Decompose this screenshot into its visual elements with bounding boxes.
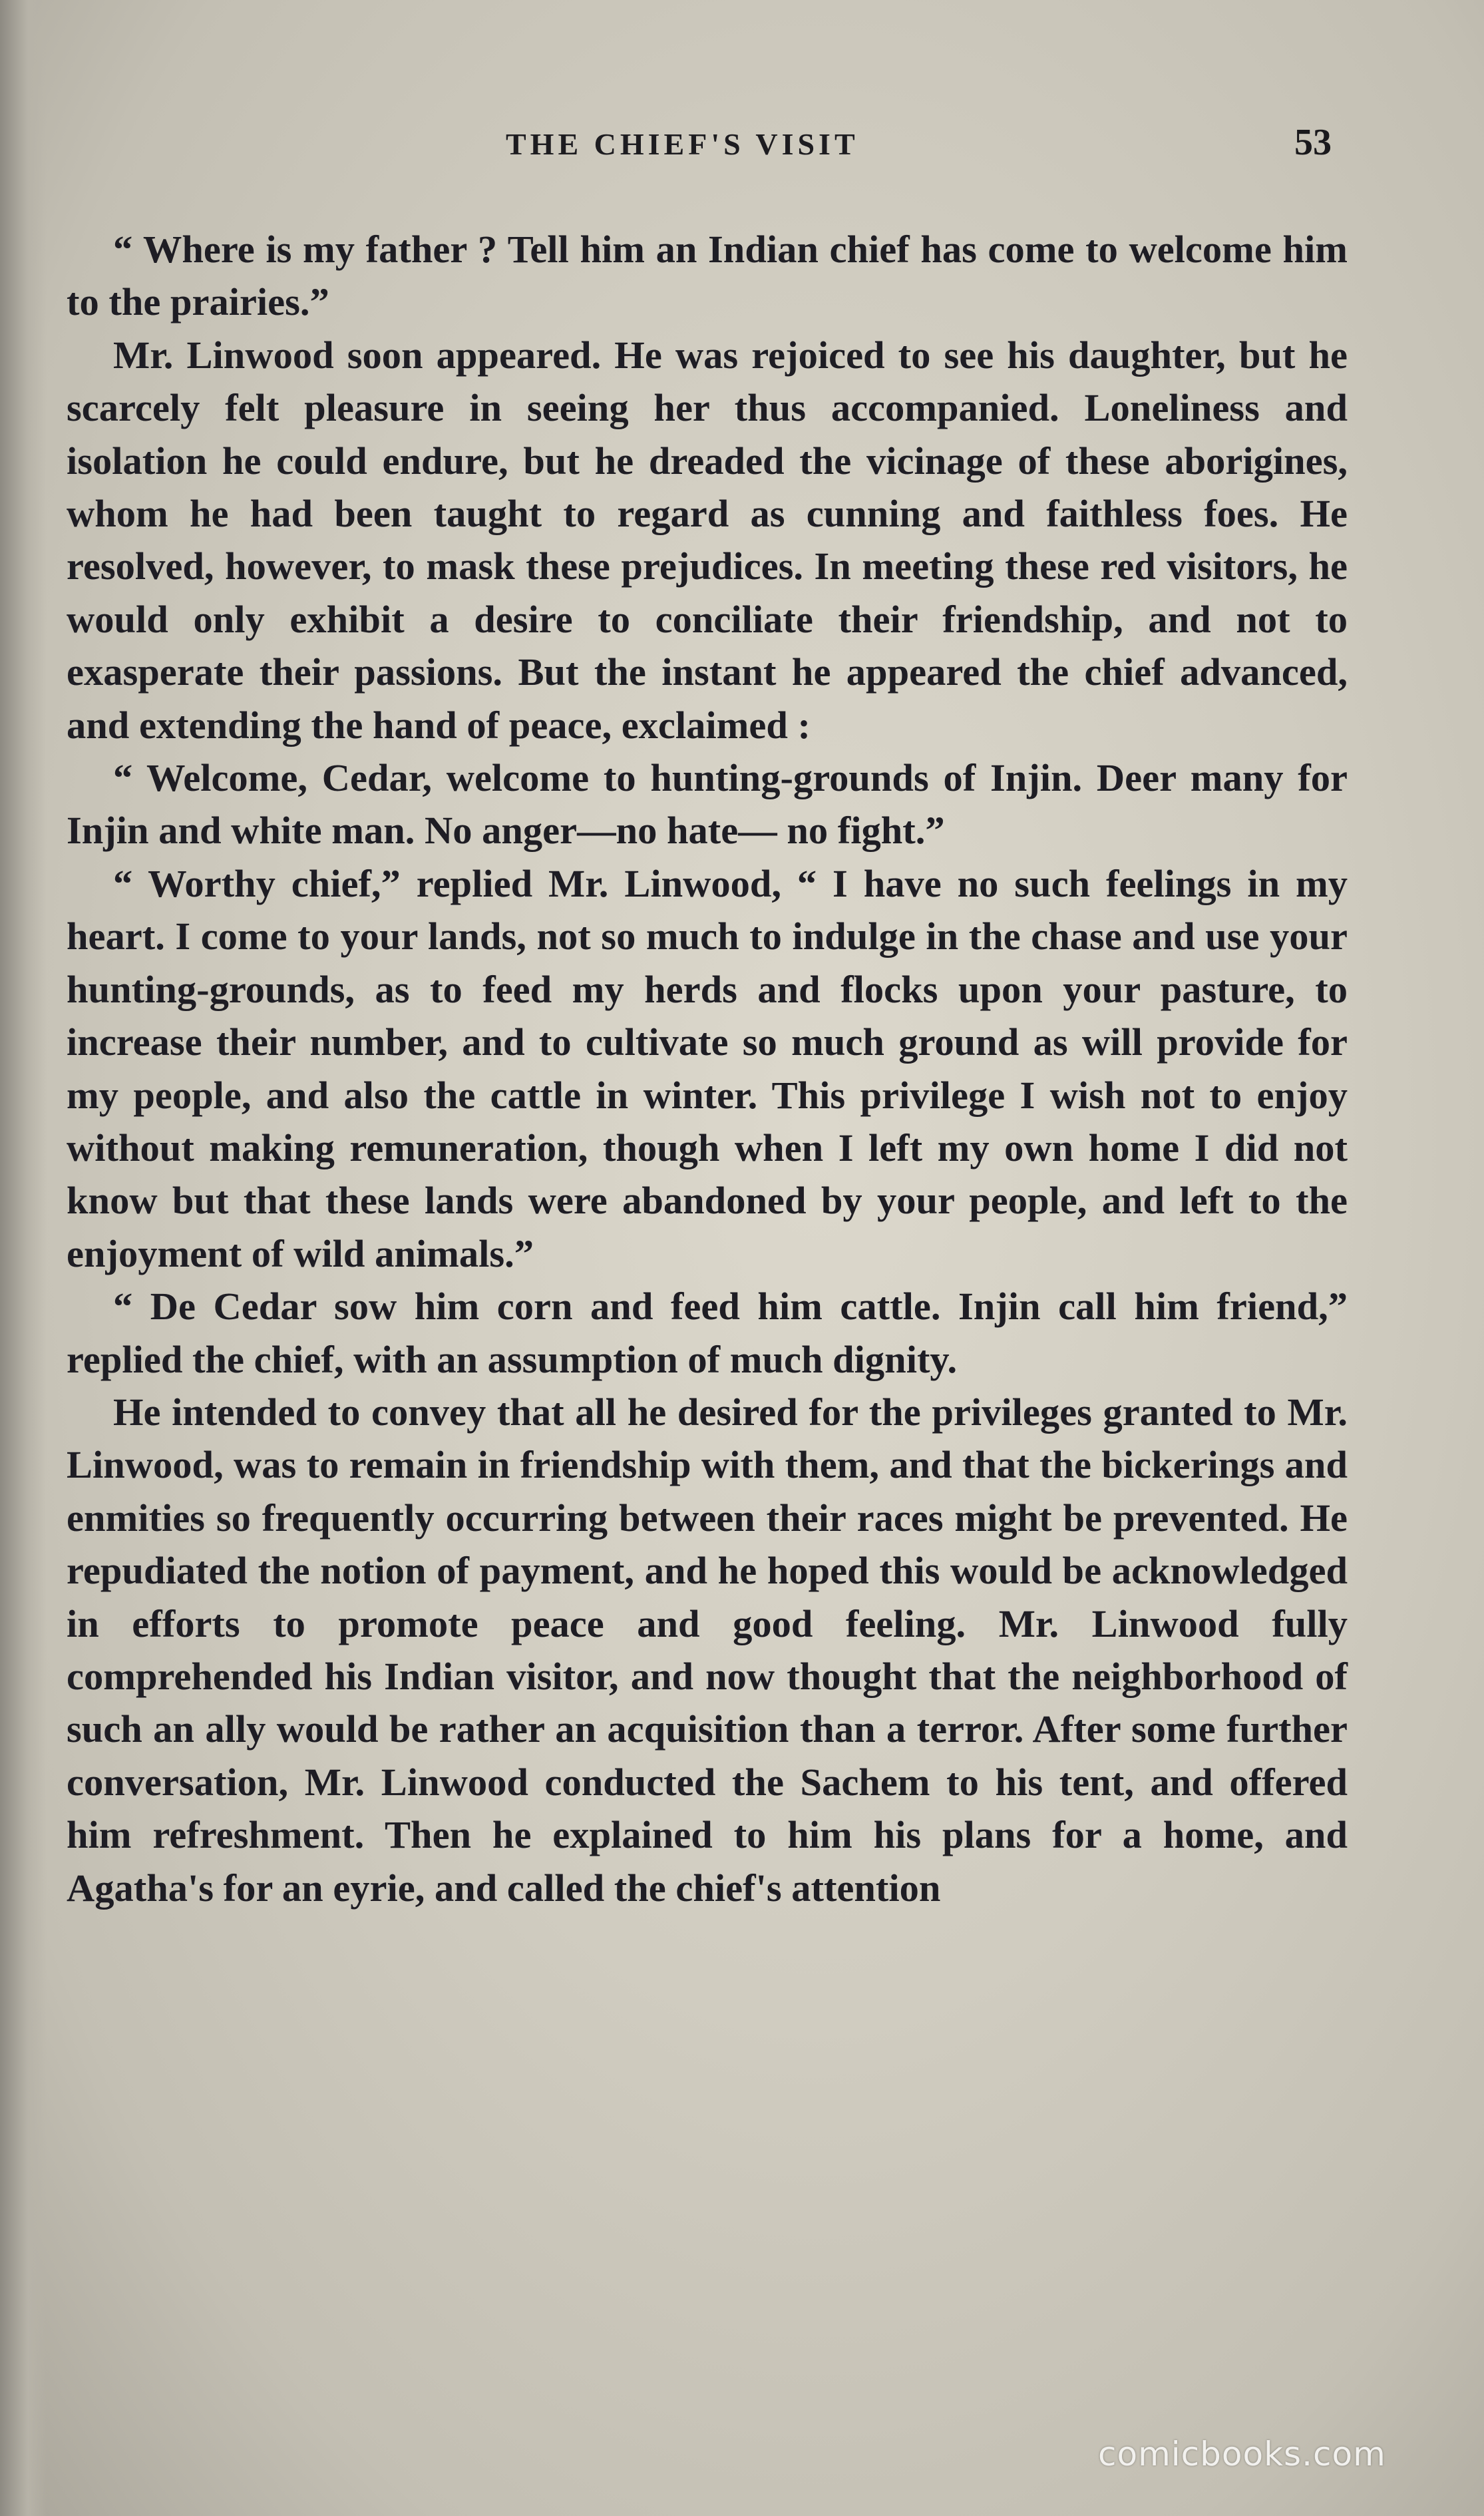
- page-number: 53: [1294, 122, 1332, 163]
- page-header: [0, 121, 1484, 174]
- paragraph: “ Welcome, Cedar, welcome to hunting-grounds of Injin. Deer many for Injin and white man. No anger—no hate— no fight.”: [67, 756, 1348, 853]
- paragraph: “ Worthy chief,” replied Mr. Linwood, “ I have no such feelings in my heart. I come to your lands, not so much to indulge in the chase and use your hunting-grounds, as to feed my herds and flocks upon your pasture, to increase their number, and to cultivate so much ground as will provide for my people, and also the cattle in winter. This privilege I wish not to enjoy without making remuneration, though when I left my own home I did not know but that these lands were abandoned by your people, and left to the enjoyment of wild animals.”: [67, 861, 1348, 1275]
- paragraph: He intended to convey that all he desired for the privileges granted to Mr. Linwood, was to remain in friendship with them, and that the bickerings and enmities so frequently occurring between their races might be prevented. He repudiated the notion of payment, and he hoped this would be acknowledged in efforts to promote peace and good feeling. Mr. Linwood fully comprehended his Indian visitor, and now thought that the neighborhood of such an ally would be rather an acquisition than a terror. After some further conversation, Mr. Linwood conducted the Sachem to his tent, and offered him refreshment. Then he explained to him his plans for a home, and Agatha's for an eyrie, and called the chief's attention: [67, 1390, 1348, 1910]
- paragraph: Mr. Linwood soon appeared. He was rejoiced to see his daughter, but he scarcely felt pleasure in seeing her thus accompanied. Loneliness and isolation he could endure, but he dreaded the vicinage of these aborigines, whom he had been taught to regard as cunning and faithless foes. He resolved, however, to mask these prejudices. In meeting these red visitors, he would only exhibit a desire to conciliate their friendship, and not to exasperate their passions. But the instant he appeared the chief advanced, and extending the hand of peace, exclaimed :: [67, 333, 1348, 747]
- paragraph: “ Where is my father ? Tell him an Indian chief has come to welcome him to the prairies.”: [67, 228, 1348, 324]
- page-binding-edge: [0, 0, 47, 2516]
- paragraph: “ De Cedar sow him corn and feed him cattle. Injin call him friend,” replied the chief, with an assumption of much dignity.: [67, 1285, 1348, 1381]
- running-head: THE CHIEF'S VISIT: [506, 127, 859, 161]
- site-watermark: comicbooks.com: [1098, 2435, 1386, 2473]
- body-text: [67, 223, 1348, 1914]
